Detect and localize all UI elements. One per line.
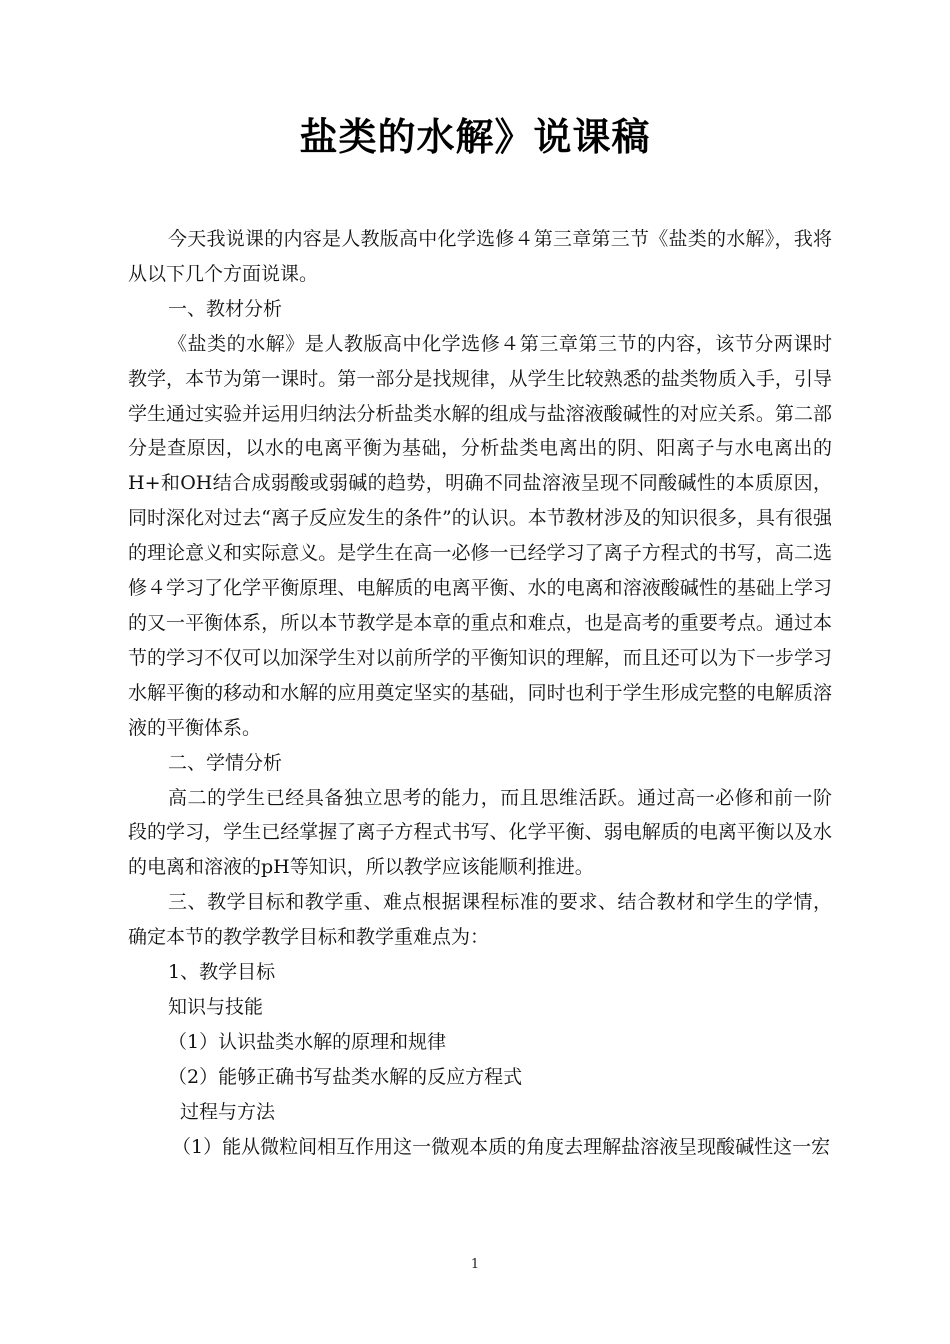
subheading-process-methods: 过程与方法	[180, 1100, 276, 1123]
section-heading-student-analysis: 二、学情分析	[168, 751, 283, 774]
list-item: （1）能从微粒间相互作用这一微观本质的角度去理解盐溶液呈现酸碱性这一宏	[172, 1135, 831, 1158]
document-title: 盐类的水解》说课稿	[299, 115, 651, 159]
list-item: （1）认识盐类水解的原理和规律	[168, 1030, 447, 1053]
textbook-analysis-paragraph: 《盐类的水解》是人教版高中化学选修４第三章第三节的内容，该节分两课时教学，本节为第一课时。第一部分是找规律，从学生比较熟悉的盐类物质入手，引导学生通过实验并运用归纳法分析盐类水解的组成与盐溶液酸碱性的对应关系。第二部分是查原因，以水的电离平衡为基础，分析盐类电离出的阴、阳离子与水电离出的H+和OH结合成弱酸或弱碱的趋势，明确不同盐溶液呈现不同酸碱性的本质原因，同时深化对过去“离子反应发生的条件”的认识。本节教材涉及的知识很多，具有很强的理论意义和实际意义。是学生在高一必修一已经学习了离子方程式的书写，高二选修４学习了化学平衡原理、电解质的电离平衡、水的电离和溶液酸碱性的基础上学习的又一平衡体系，所以本节教学是本章的重点和难点，也是高考的重要考点。通过本节的学习不仅可以加深学生对以前所学的平衡知识的理解，而且还可以为下一步学习水解平衡的移动和水解的应用奠定坚实的基础，同时也利于学生形成完整的电解质溶液的平衡体系。	[128, 332, 832, 739]
subheading-teaching-objectives: 1、教学目标	[168, 961, 276, 984]
list-item: （2）能够正确书写盐类水解的反应方程式	[168, 1065, 523, 1088]
intro-paragraph: 今天我说课的内容是人教版高中化学选修４第三章第三节《盐类的水解》，我将从以下几个方面说课。	[128, 228, 832, 285]
page-number: 1	[470, 1257, 480, 1272]
document-body	[128, 222, 832, 1164]
section-heading-textbook-analysis: 一、教材分析	[168, 297, 283, 320]
student-analysis-paragraph: 高二的学生已经具备独立思考的能力，而且思维活跃。通过高一必修和前一阶段的学习，学生已经掌握了离子方程式书写、化学平衡、弱电解质的电离平衡以及水的电离和溶液的pH等知识，所以教学应该能顺利推进。	[128, 786, 832, 879]
subheading-knowledge-skills: 知识与技能	[168, 995, 264, 1018]
section-heading-objectives: 三、教学目标和教学重、难点根据课程标准的要求、结合教材和学生的学情，确定本节的教学教学目标和教学重难点为：	[128, 891, 832, 949]
